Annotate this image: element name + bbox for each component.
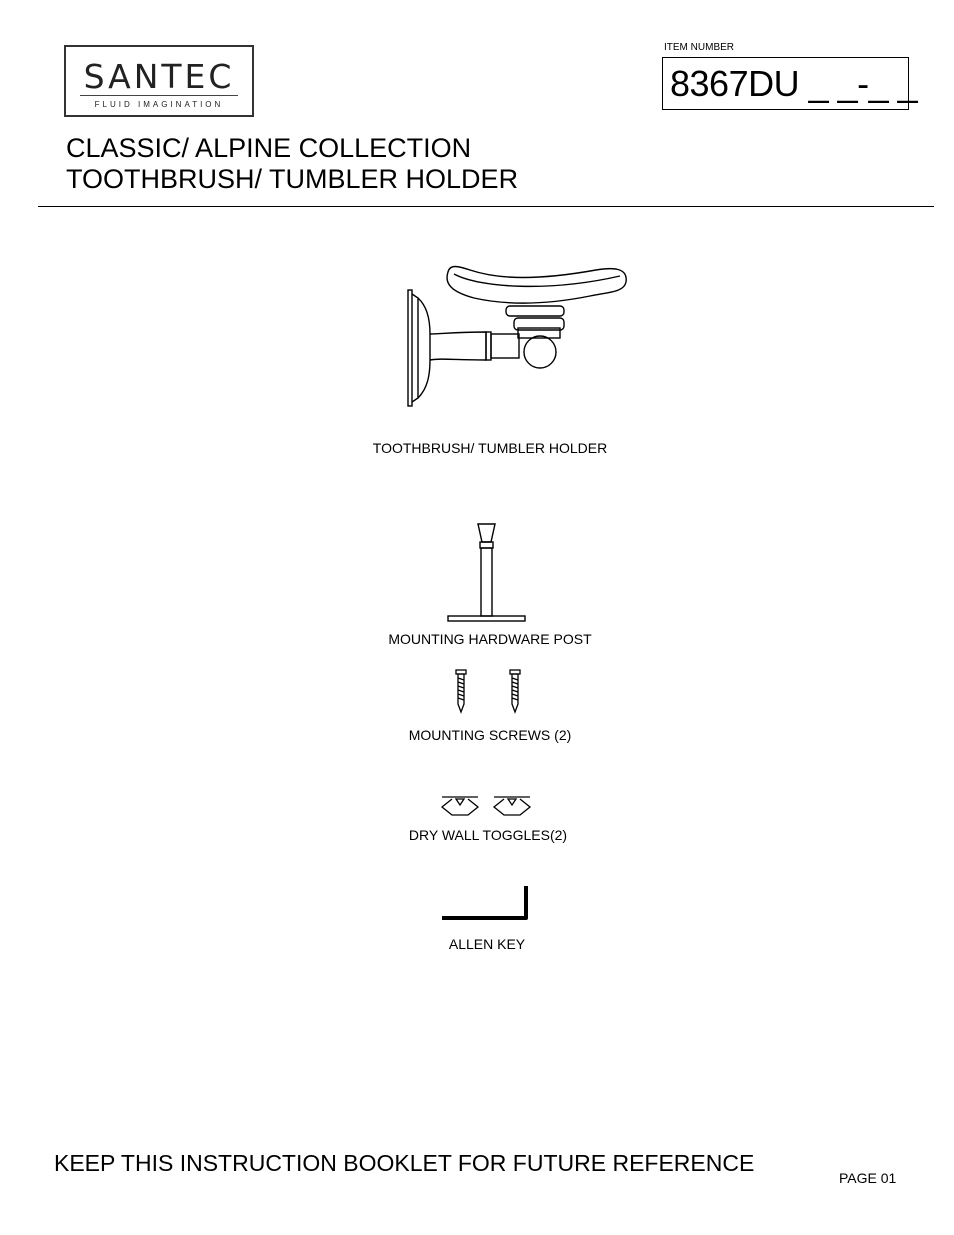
title-line-2: TOOTHBRUSH/ TUMBLER HOLDER: [66, 164, 519, 194]
title-line-1: CLASSIC/ ALPINE COLLECTION: [66, 133, 472, 163]
item-number-value: 8367DU _ _-_ _: [670, 63, 918, 104]
allen-key-illustration: [440, 884, 540, 928]
drywall-toggles-illustration: [438, 795, 538, 819]
item-number-label: ITEM NUMBER: [664, 42, 734, 53]
logo-tagline: FLUID IMAGINATION: [94, 100, 224, 109]
part-label-mounting-post: MOUNTING HARDWARE POST: [388, 631, 592, 647]
toothbrush-holder-illustration: [400, 262, 640, 412]
item-number-box: [662, 57, 918, 110]
part-label-holder: TOOTHBRUSH/ TUMBLER HOLDER: [372, 440, 608, 456]
page-number: PAGE 01: [839, 1170, 897, 1186]
footer-notice: KEEP THIS INSTRUCTION BOOKLET FOR FUTURE REFERENCE: [54, 1150, 755, 1176]
part-label-allen-key: ALLEN KEY: [448, 936, 526, 952]
brand-logo: [64, 45, 254, 117]
mounting-post-illustration: [440, 520, 540, 625]
logo-divider: [80, 95, 238, 96]
mounting-screws-illustration: [450, 668, 530, 716]
logo-brand-text: SANTEC: [83, 57, 235, 96]
header-divider: [38, 206, 934, 207]
part-label-drywall-toggles: DRY WALL TOGGLES(2): [408, 827, 568, 843]
part-label-mounting-screws: MOUNTING SCREWS (2): [408, 727, 572, 743]
